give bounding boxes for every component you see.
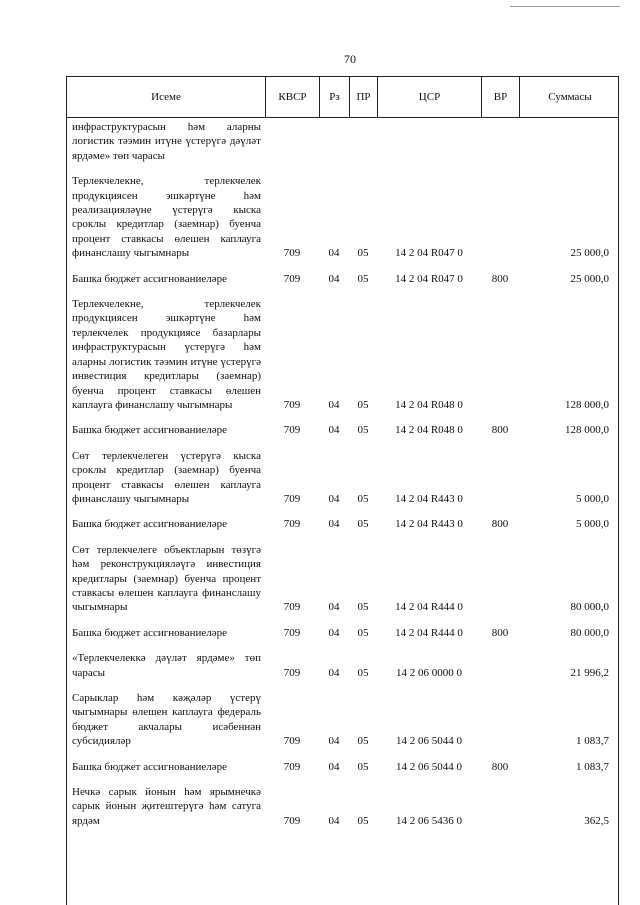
- row-kvsr: 709: [283, 760, 301, 773]
- table-row: [72, 651, 612, 680]
- table-row: [72, 626, 612, 640]
- header-kvsr: КВСР: [266, 77, 320, 117]
- row-name: Терлекчелекне, терлекчелек продукциясен эшкәртүне һәм реализацияләүне үстерүгә кыска сроклы кредитлар (заемнар) буенча процент ставкасы өлешен каплауга финанслашу чыгымнары: [72, 175, 261, 260]
- table-row: [72, 120, 612, 163]
- table-right-border: [618, 118, 619, 905]
- row-pr: 05: [357, 760, 369, 773]
- row-csr: 14 2 06 5044 0: [396, 735, 462, 748]
- header-pr: ПР: [350, 77, 378, 117]
- row-vr: 800: [491, 760, 509, 773]
- row-csr: 14 2 04 R443 0: [395, 492, 463, 505]
- table-row: [72, 785, 612, 828]
- row-sum: 80 000,0: [570, 626, 609, 639]
- row-kvsr: 709: [283, 735, 301, 748]
- row-name: Терлекчелекне, терлекчелек продукциясен эшкәртүне һәм терлекчелек продукциясе базарлары инфраструктурасын үстерүгә һәм аларны логистик тәэмин итүне үстерүгә инвестиция кредитлары (заемнар) буенча процент ставкасы өлешен каплауга финанслашу чыгымнары: [72, 298, 261, 411]
- row-rz: 04: [328, 247, 340, 260]
- row-name: «Терлекчелеккә дәүләт ярдәме» төп чарасы: [72, 652, 261, 679]
- row-name: Сөт терлекчелеген үстерүгә кыска сроклы кредитлар (заемнар) буенча процент ставкасы өлешен каплауга финанслашу чыгымнары: [72, 449, 261, 505]
- header-rz: Рз: [320, 77, 350, 117]
- table-row: [72, 691, 612, 749]
- row-pr: 05: [357, 398, 369, 411]
- row-rz: 04: [328, 666, 340, 679]
- row-pr: 05: [357, 601, 369, 614]
- row-pr: 05: [357, 247, 369, 260]
- table-left-border: [66, 118, 67, 905]
- row-rz: 04: [328, 492, 340, 505]
- row-pr: 05: [357, 735, 369, 748]
- row-vr: 800: [491, 272, 509, 285]
- row-sum: 25 000,0: [570, 247, 609, 260]
- table-row: [72, 449, 612, 507]
- header-csr: ЦСР: [378, 77, 482, 117]
- row-name: Башка бюджет ассигнованиеләре: [72, 626, 227, 639]
- table-body: [72, 120, 612, 839]
- row-kvsr: 709: [283, 626, 301, 639]
- row-rz: 04: [328, 398, 340, 411]
- row-sum: 5 000,0: [576, 518, 609, 531]
- row-pr: 05: [357, 666, 369, 679]
- row-rz: 04: [328, 424, 340, 437]
- row-sum: 25 000,0: [570, 272, 609, 285]
- row-name: Башка бюджет ассигнованиеләре: [72, 272, 227, 285]
- row-sum: 128 000,0: [565, 398, 609, 411]
- row-rz: 04: [328, 272, 340, 285]
- row-sum: 80 000,0: [570, 601, 609, 614]
- row-kvsr: 709: [283, 492, 301, 505]
- row-pr: 05: [357, 518, 369, 531]
- row-name: Башка бюджет ассигнованиеләре: [72, 518, 227, 531]
- row-csr: 14 2 06 0000 0: [396, 666, 462, 679]
- row-csr: 14 2 04 R047 0: [395, 247, 463, 260]
- row-rz: 04: [328, 814, 340, 827]
- row-kvsr: 709: [283, 247, 301, 260]
- table-row: [72, 174, 612, 260]
- row-name: Башка бюджет ассигнованиеләре: [72, 424, 227, 437]
- row-csr: 14 2 04 R444 0: [395, 626, 463, 639]
- row-csr: 14 2 04 R443 0: [395, 518, 463, 531]
- row-sum: 5 000,0: [576, 492, 609, 505]
- row-rz: 04: [328, 626, 340, 639]
- row-pr: 05: [357, 814, 369, 827]
- table-row: [72, 272, 612, 286]
- table-row: [72, 760, 612, 774]
- row-name: Сөт терлекчелеге объектларын төзүгә һәм реконструкцияләүгә инвестиция кредитлары (заемнар) буенча процент ставкасы өлешен каплауга финанслашу чыгымнары: [72, 543, 261, 614]
- row-sum: 362,5: [584, 814, 609, 827]
- table-row: [72, 423, 612, 437]
- row-sum: 1 083,7: [576, 735, 609, 748]
- row-kvsr: 709: [283, 518, 301, 531]
- table-row: [72, 297, 612, 412]
- row-pr: 05: [357, 272, 369, 285]
- row-kvsr: 709: [283, 424, 301, 437]
- row-csr: 14 2 04 R444 0: [395, 601, 463, 614]
- header-name: Исеме: [67, 77, 266, 117]
- row-vr: 800: [491, 626, 509, 639]
- row-kvsr: 709: [283, 814, 301, 827]
- row-csr: 14 2 04 R048 0: [395, 424, 463, 437]
- row-rz: 04: [328, 518, 340, 531]
- header-vr: ВР: [482, 77, 520, 117]
- row-rz: 04: [328, 735, 340, 748]
- row-csr: 14 2 04 R047 0: [395, 272, 463, 285]
- row-kvsr: 709: [283, 398, 301, 411]
- row-kvsr: 709: [283, 601, 301, 614]
- row-sum: 128 000,0: [565, 424, 609, 437]
- row-sum: 21 996,2: [570, 666, 609, 679]
- table-row: [72, 543, 612, 615]
- row-name: инфраструктурасын һәм аларны логистик тәэмин итүне үстерүгә дәүләт ярдәме» төп чарасы: [72, 121, 261, 162]
- row-kvsr: 709: [283, 666, 301, 679]
- top-rule: [510, 6, 620, 7]
- row-vr: 800: [491, 518, 509, 531]
- row-rz: 04: [328, 760, 340, 773]
- row-sum: 1 083,7: [576, 760, 609, 773]
- row-csr: 14 2 04 R048 0: [395, 398, 463, 411]
- table-header: [66, 76, 619, 118]
- table-row: [72, 517, 612, 531]
- row-kvsr: 709: [283, 272, 301, 285]
- row-csr: 14 2 06 5044 0: [396, 760, 462, 773]
- row-rz: 04: [328, 601, 340, 614]
- row-pr: 05: [357, 626, 369, 639]
- row-name: Нечкә сарык йонын һәм ярымнечкә сарык йонын җитештерүгә һәм сатуга ярдәм: [72, 786, 261, 827]
- row-name: Сарыклар һәм кәҗәләр үстерү чыгымнары өлешен каплауга федераль бюджет акчалары исәбеннән субсидияләр: [72, 692, 261, 748]
- row-pr: 05: [357, 424, 369, 437]
- header-sum: Суммасы: [548, 91, 592, 103]
- row-pr: 05: [357, 492, 369, 505]
- row-csr: 14 2 06 5436 0: [396, 814, 462, 827]
- page-number: 70: [344, 52, 356, 66]
- row-name: Башка бюджет ассигнованиеләре: [72, 760, 227, 773]
- row-vr: 800: [491, 424, 509, 437]
